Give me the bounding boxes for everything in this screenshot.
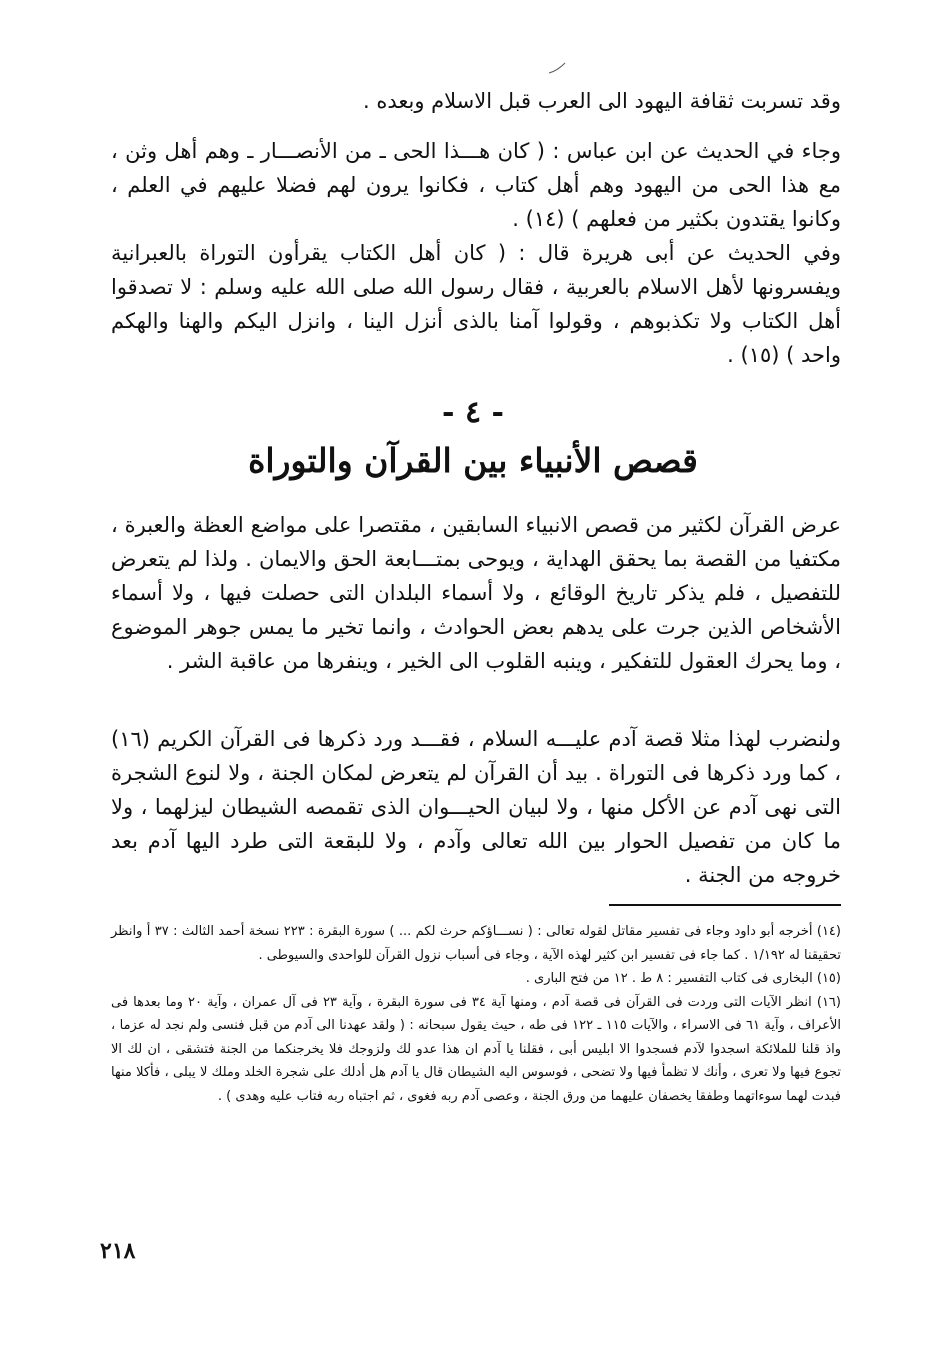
paragraph-prophets-stories: عرض القرآن لكثير من قصص الانبياء السابقين ، مقتصرا على مواضع العظة والعبرة ، مكتفيا من القصة بما يحقق الهداية ، ويوحى بمتـــابعة الحق والايمان . ولذا لم يتعرض للتفصيل ، فلم يذكر تاريخ الوقائع ، ولا أسماء البلدان التى حصلت فيها ، ولا أسماء الأشخاص الذين جرت على يدهم بعض الحوادث ، وانما تخير ما يمس جوهر الموضوع ، وما يحرك العقول للتفكير ، وينبه القلوب الى الخير ، وينفرها من عاقبة الشر . (111, 513, 841, 673)
footnote-15: (١٥) البخارى فى كتاب التفسير : ٨ ط . ١٢ من فتح البارى . (525, 971, 841, 986)
footnotes (111, 920, 841, 1108)
paragraph-ibn-abbas-hadith: وجاء في الحديث عن ابن عباس : ( كان هـــذا الحى ـ من الأنصـــار ـ وهم أهل وثن ، مع هذا الحى من اليهود وهم أهل كتاب ، فكانوا يرون لهم فضلا عليهم في العلم ، وكانوا يقتدون بكثير من فعلهم ) (١٤) . (111, 139, 841, 231)
footnote-divider (609, 904, 841, 906)
section-number: - ٤ - (442, 395, 504, 430)
section-title: قصص الأنبياء بين القرآن والتوراة (248, 441, 698, 480)
footnote-16: (١٦) انظر الآيات التى وردت فى القرآن فى قصة آدم ، ومنها آية ٣٤ فى سورة البقرة ، وآية ٢٣ فى آل عمران ، وآية ٢٠ وما بعدها فى الأعراف ، وآية ٦١ فى الاسراء ، والآيات ١١٥ ـ ١٢٢ فى طه ، حيث يقول سبحانه : ( ولقد عهدنا الى آدم من قبل فنسى ولم نجد له عزما ، واذ قلنا للملائكة اسجدوا لآدم فسجدوا الا ابليس أبى ، فقلنا يا آدم ان هذا عدو لك ولزوجك فلا يخرجنكما من الجنة فتشقى ، ان لك الا تجوع فيها ولا تعرى ، وأنك لا تظمأ فيها ولا تضحى ، فوسوس اليه الشيطان قال يا آدم هل أدلك على شجرة الخلد وملك لا يبلى ، فأكلا منها فبدت لهما سوءاتهما وطفقا يخصفان عليهما من ورق الجنة ، وعصى آدم ربه فغوى ، ثم اجتباه ربه فتاب عليه وهدى ) . (111, 994, 841, 1104)
paragraph-abu-hurayra-hadith: وفي الحديث عن أبى هريرة قال : ( كان أهل الكتاب يقرأون التوراة بالعبرانية ويفسرونها لأهل الاسلام بالعربية ، فقال رسول الله صلى الله عليه وسلم : لا تصدقوا أهل الكتاب ولا تكذبوهم ، وقولوا آمنا بالذى أنزل الينا ، وانزل اليكم والهنا والهكم واحد ) (١٥) . (111, 241, 841, 367)
ink-mark (548, 62, 566, 74)
footnote-14: (١٤) أخرجه أبو داود وجاء فى تفسير مقاتل لقوله تعالى : ( نســـاؤكم حرث لكم ... ) سورة البقرة : ٢٢٣ نسخة أحمد الثالث : ٣٧ أ وانظر تحقيقنا له ١/١٩٢ . كما جاء فى تفسير ابن كثير لهذه الآية ، وجاء فى أسباب نزول القرآن للواحدى والسيوطى . (111, 924, 841, 963)
paragraph-adam-story: ولنضرب لهذا مثلا قصة آدم عليـــه السلام ، فقـــد ورد ذكرها فى القرآن الكريم (١٦) ، كما ورد ذكرها فى التوراة . بيد أن القرآن لم يتعرض لمكان الجنة ، ولا لنوع الشجرة التى نهى آدم عن الأكل منها ، ولا لبيان الحيـــوان الذى تقمصه الشيطان ليزلهما ، ولا ما كان من تفصيل الحوار بين الله تعالى وآدم ، ولا للبقعة التى طرد اليها آدم بعد خروجه من الجنة . (111, 727, 841, 887)
paragraph-intro: وقد تسربت ثقافة اليهود الى العرب قبل الاسلام وبعده . (362, 89, 841, 113)
page-number: ٢١٨ (100, 1238, 136, 1264)
